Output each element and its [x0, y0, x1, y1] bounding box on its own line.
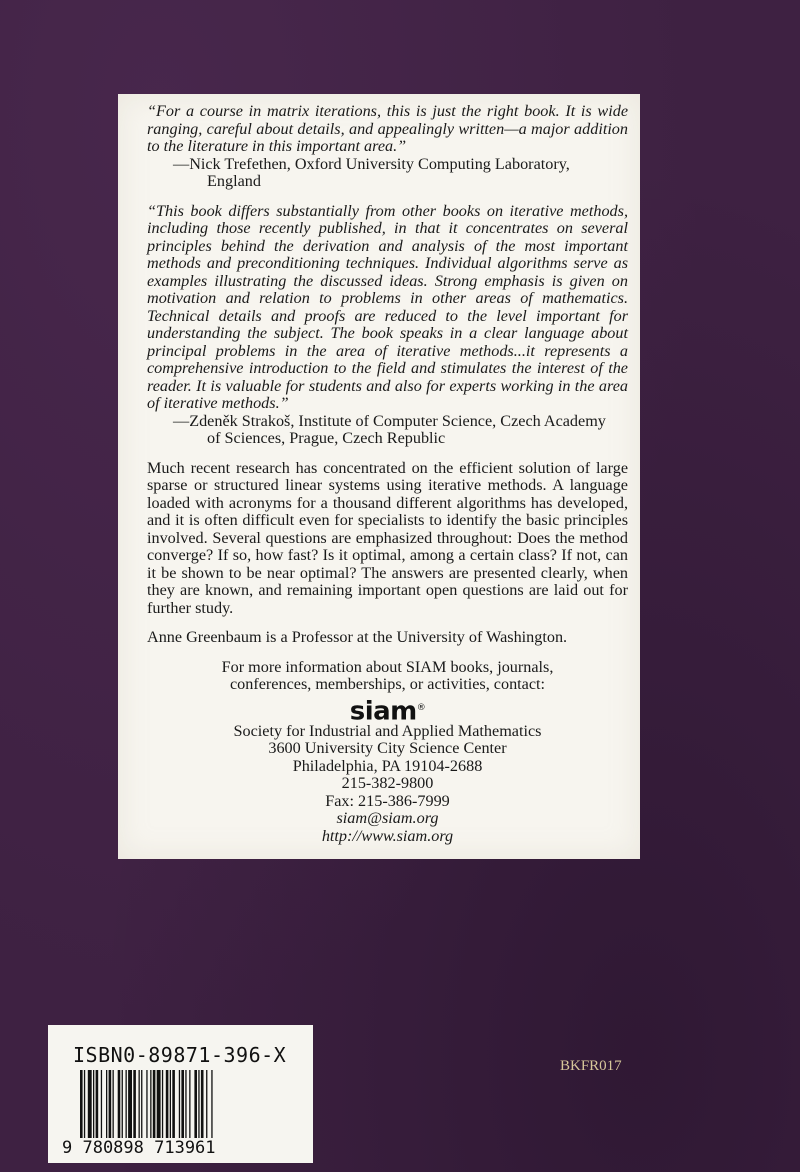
attribution-line: England: [207, 172, 261, 190]
contact-org: Society for Industrial and Applied Mathematics: [233, 721, 542, 740]
registered-mark: ®: [416, 702, 426, 713]
review-attribution-trefethen: [173, 156, 628, 191]
contact-url: http://www.siam.org: [321, 826, 454, 845]
product-code: BKFR017: [560, 1058, 622, 1074]
contact-address-line: 3600 University City Science Center: [268, 739, 507, 758]
back-cover-text: [147, 103, 628, 845]
contact-intro-line: conferences, memberships, or activities, contact:: [229, 675, 546, 693]
contact-phone: 215-382-9800: [341, 774, 434, 793]
review-quote-strakos: “This book differs substantially from other books on iterative methods, including those recently published, in that it concentrates on several principles behind the derivation and analysis of the most important methods and preconditioning techniques. Individual algorithms serve as examples illustrating the discussed ideas. Strong emphasis is given on motivation and relation to problems in other areas of mathematics. Technical details and proofs are reduced to the level important for understanding the subject. The book speaks in a clear language about principal problems in the area of iterative methods...it represents a comprehensive introduction to the field and stimulates the interest of the reader. It is valuable for students and also for experts working in the area of iterative methods.”: [147, 201, 628, 412]
attribution-line: —Nick Trefethen, Oxford University Computing Laboratory,: [173, 154, 570, 173]
book-description: Much recent research has concentrated on the efficient solution of large sparse or structured linear systems using iterative methods. A language loaded with acronyms for a thousand different algorithms has developed, and it is often difficult even for specialists to identify the basic principles involved. Several questions are emphasized throughout: Does the method converge? If so, how fast? Is it optimal, among a certain class? If not, can it be shown to be near optimal? The answers are presented clearly, when they are known, and remaining important open questions are laid out for further study.: [147, 458, 628, 617]
contact-fax: Fax: 215-386-7999: [325, 791, 450, 810]
barcode-digits: 9 780898 713961: [62, 1138, 216, 1158]
review-quote-trefethen: “For a course in matrix iterations, this is just the right book. It is wide ranging, careful about details, and appealingly written—a major addition to the literature in this important area.”: [147, 102, 628, 155]
author-bio: Anne Greenbaum is a Professor at the University of Washington.: [147, 628, 568, 646]
review-attribution-strakos: [173, 413, 628, 448]
isbn-number: ISBN0-89871-396-X: [73, 1043, 287, 1067]
contact-intro: [147, 659, 628, 694]
contact-intro-line: For more information about SIAM books, journals,: [221, 657, 554, 676]
siam-logo-text: siam: [349, 696, 417, 727]
contact-address-line: Philadelphia, PA 19104-2688: [292, 756, 483, 775]
attribution-line: of Sciences, Prague, Czech Republic: [207, 429, 446, 447]
contact-email: siam@siam.org: [336, 809, 439, 828]
barcode: [78, 1070, 306, 1138]
attribution-line: —Zdeněk Strakoš, Institute of Computer Science, Czech Academy: [173, 411, 606, 430]
siam-logo: [147, 696, 628, 727]
